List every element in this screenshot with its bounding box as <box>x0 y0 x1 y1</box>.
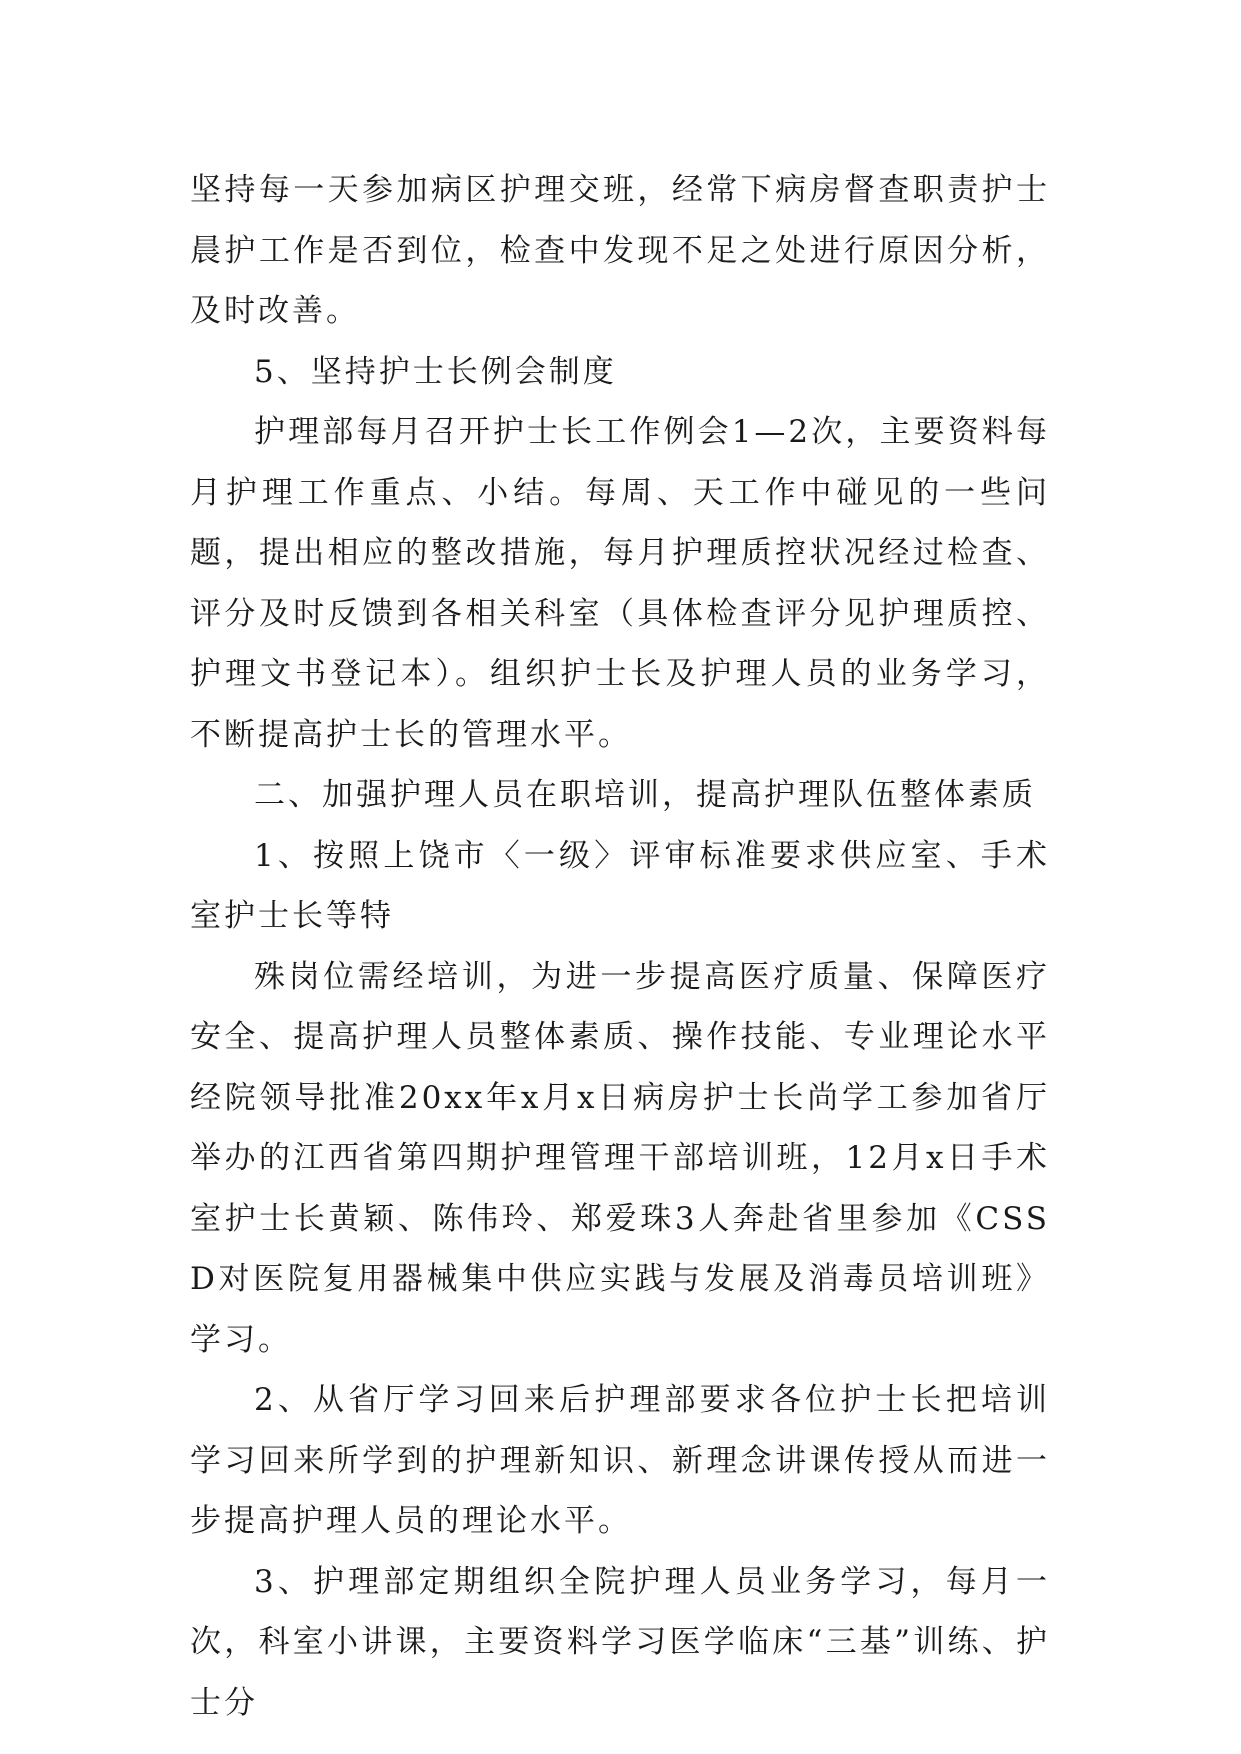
paragraph: 护理部每月召开护士长工作例会1—2次，主要资料每月护理工作重点、小结。每周、天工作中碰见的一些问题，提出相应的整改措施，每月护理质控状况经过检查、评分及时反馈到各相关科室（具体检查评分见护理质控、护理文书登记本）。组织护士长及护理人员的业务学习，不断提高护士长的管理水平。 <box>190 414 1050 753</box>
paragraph: 坚持每一天参加病区护理交班，经常下病房督查职责护士晨护工作是否到位，检查中发现不足之处进行原因分析，及时改善。 <box>190 172 1050 329</box>
section-heading: 二、加强护理人员在职培训，提高护理队伍整体素质 <box>254 777 1036 813</box>
document-body <box>190 160 1050 1733</box>
paragraph: 3、护理部定期组织全院护理人员业务学习，每月一次，科室小讲课，主要资料学习医学临床“三基”训练、护士分 <box>190 1563 1050 1721</box>
paragraph: 2、从省厅学习回来后护理部要求各位护士长把培训学习回来所学到的护理新知识、新理念讲课传授从而进一步提高护理人员的理论水平。 <box>190 1382 1050 1539</box>
paragraph: 1、按照上饶市〈一级〉评审标准要求供应室、手术室护士长等特 <box>190 837 1050 934</box>
paragraph: 殊岗位需经培训，为进一步提高医疗质量、保障医疗安全、提高护理人员整体素质、操作技能、专业理论水平经院领导批准20xx年x月x日病房护士长尚学工参加省厅举办的江西省第四期护理管理干部培训班，12月x日手术室护士长黄颖、陈伟玲、郑爱珠3人奔赴省里参加《CSSD对医院复用器械集中供应实践与发展及消毒员培训班》学习。 <box>190 958 1050 1358</box>
paragraph: 5、坚持护士长例会制度 <box>254 353 617 390</box>
